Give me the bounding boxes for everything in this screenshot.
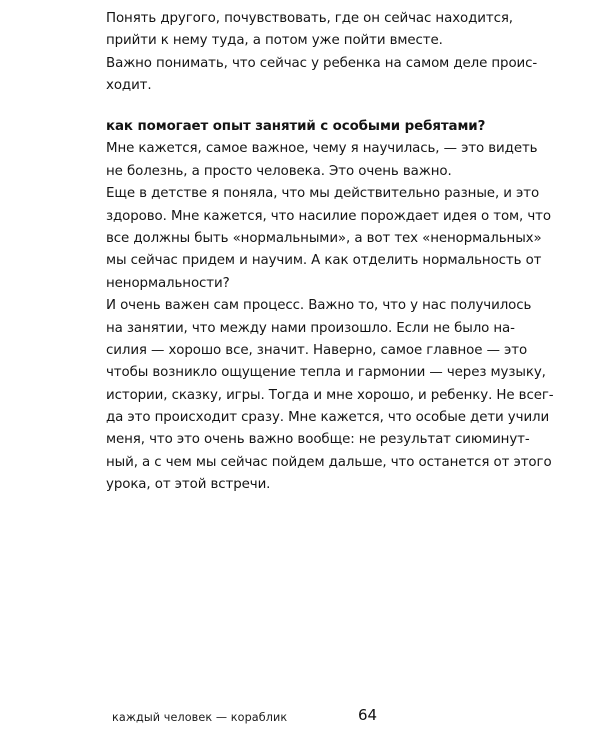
text-line: все должны быть «нормальными», а вот тех «ненормальных» — [106, 230, 542, 246]
text-line: Еще в детстве я поняла, что мы действительно разные, и это — [106, 186, 540, 202]
running-footer-title: каждый человек — кораблик — [112, 711, 288, 724]
text-line: на занятии, что между нами произошло. Если не было на- — [106, 320, 515, 336]
text-line: Важно понимать, что сейчас у ребенка на самом деле проис- — [106, 55, 538, 71]
text-line: чтобы возникло ощущение тепла и гармонии — через музыку, — [106, 365, 546, 381]
section-paragraph — [106, 116, 554, 497]
text-line: силия — хорошо все, значит. Наверно, самое главное — это — [106, 342, 528, 358]
text-line: ходит. — [106, 78, 152, 94]
text-line: прийти к нему туда, а потом уже пойти вместе. — [106, 33, 443, 49]
page-number: 64 — [358, 706, 378, 724]
text-line: меня, что это очень важно вообще: не результат сиюминут- — [106, 432, 530, 448]
text-line: здорово. Мне кажется, что насилие порождает идея о том, что — [106, 208, 551, 224]
text-line: истории, сказку, игры. Тогда и мне хорошо, и ребенку. Не всег- — [106, 387, 554, 403]
text-line: Мне кажется, самое важное, чему я научилась, — это видеть — [106, 141, 538, 157]
text-line: ненормальности? — [106, 275, 230, 291]
text-line: мы сейчас придем и научим. А как отделить нормальность от — [106, 253, 542, 269]
text-line: ный, а с чем мы сейчас пойдем дальше, что останется от этого — [106, 454, 552, 470]
text-line: да это происходит сразу. Мне кажется, что особые дети учили — [106, 410, 550, 426]
intro-paragraph — [106, 8, 537, 98]
text-line: не болезнь, а просто человека. Это очень важно. — [106, 163, 452, 179]
text-line: Понять другого, почувствовать, где он сейчас находится, — [106, 11, 513, 26]
section-heading: как помогает опыт занятий с особыми ребятами? — [106, 119, 486, 134]
text-line: И очень важен сам процесс. Важно то, что у нас получилось — [106, 298, 532, 314]
text-line: урока, от этой встречи. — [106, 477, 271, 493]
